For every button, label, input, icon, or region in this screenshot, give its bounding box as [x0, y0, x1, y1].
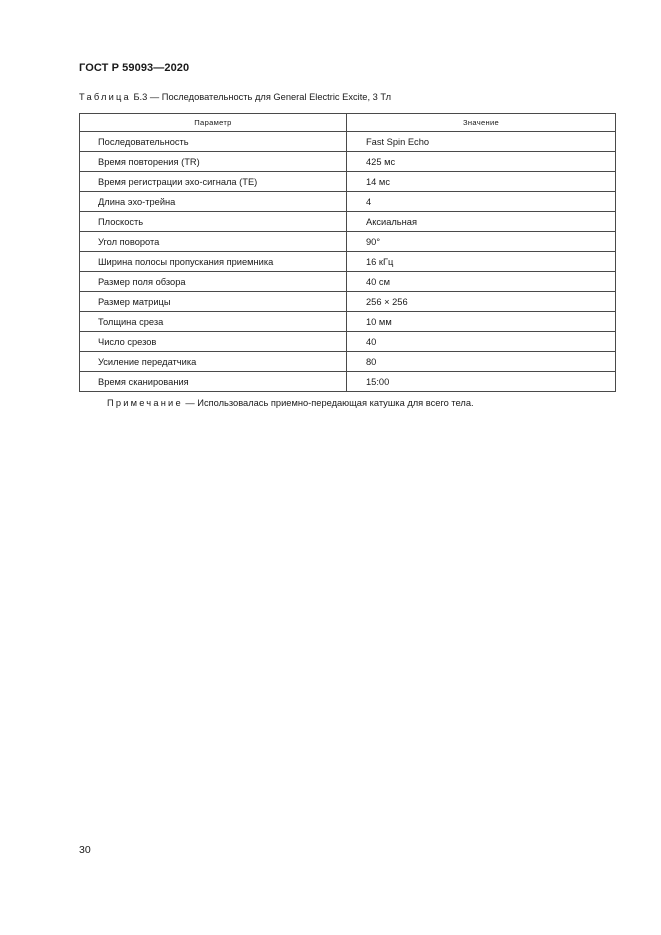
value-cell: 10 мм [347, 312, 616, 332]
parameter-cell: Размер поля обзора [80, 272, 347, 292]
parameter-cell: Время повторения (TR) [80, 152, 347, 172]
table-row [80, 292, 616, 312]
parameter-cell: Ширина полосы пропускания приемника [80, 252, 347, 272]
table-caption-label: Таблица [79, 92, 131, 102]
parameter-cell: Время сканирования [80, 372, 347, 392]
value-cell: Fast Spin Echo [347, 132, 616, 152]
value-cell: 425 мс [347, 152, 616, 172]
table-caption [79, 92, 391, 102]
document-header: ГОСТ Р 59093—2020 [79, 62, 190, 74]
parameter-cell: Усиление передатчика [80, 352, 347, 372]
table-row [80, 372, 616, 392]
value-cell: Аксиальная [347, 212, 616, 232]
column-header-value: Значение [347, 114, 616, 132]
value-cell: 90° [347, 232, 616, 252]
table-row [80, 192, 616, 212]
column-header-parameter: Параметр [80, 114, 347, 132]
page-number: 30 [79, 844, 91, 856]
parameter-cell: Размер матрицы [80, 292, 347, 312]
table-row [80, 132, 616, 152]
value-cell: 15:00 [347, 372, 616, 392]
value-cell: 40 [347, 332, 616, 352]
table-row [80, 252, 616, 272]
note-label: Примечание [107, 398, 183, 408]
table-row [80, 172, 616, 192]
table-row [80, 332, 616, 352]
value-cell: 80 [347, 352, 616, 372]
value-cell: 4 [347, 192, 616, 212]
value-cell: 16 кГц [347, 252, 616, 272]
parameters-table [79, 113, 616, 392]
value-cell: 14 мс [347, 172, 616, 192]
table-caption-text: Б.3 — Последовательность для General Electric Excite, 3 Тл [130, 92, 392, 102]
table-note [107, 398, 474, 408]
parameter-cell: Время регистрации эхо-сигнала (TE) [80, 172, 347, 192]
table-header-row [80, 114, 616, 132]
value-cell: 40 см [347, 272, 616, 292]
table-row [80, 352, 616, 372]
table-row [80, 272, 616, 292]
parameter-cell: Длина эхо-трейна [80, 192, 347, 212]
parameter-cell: Число срезов [80, 332, 347, 352]
table-row [80, 232, 616, 252]
table-row [80, 312, 616, 332]
parameter-cell: Плоскость [80, 212, 347, 232]
table-row [80, 152, 616, 172]
parameter-cell: Толщина среза [80, 312, 347, 332]
parameter-cell: Угол поворота [80, 232, 347, 252]
table-row [80, 212, 616, 232]
parameter-cell: Последовательность [80, 132, 347, 152]
note-text: — Использовалась приемно-передающая катушка для всего тела. [182, 398, 474, 408]
value-cell: 256 × 256 [347, 292, 616, 312]
